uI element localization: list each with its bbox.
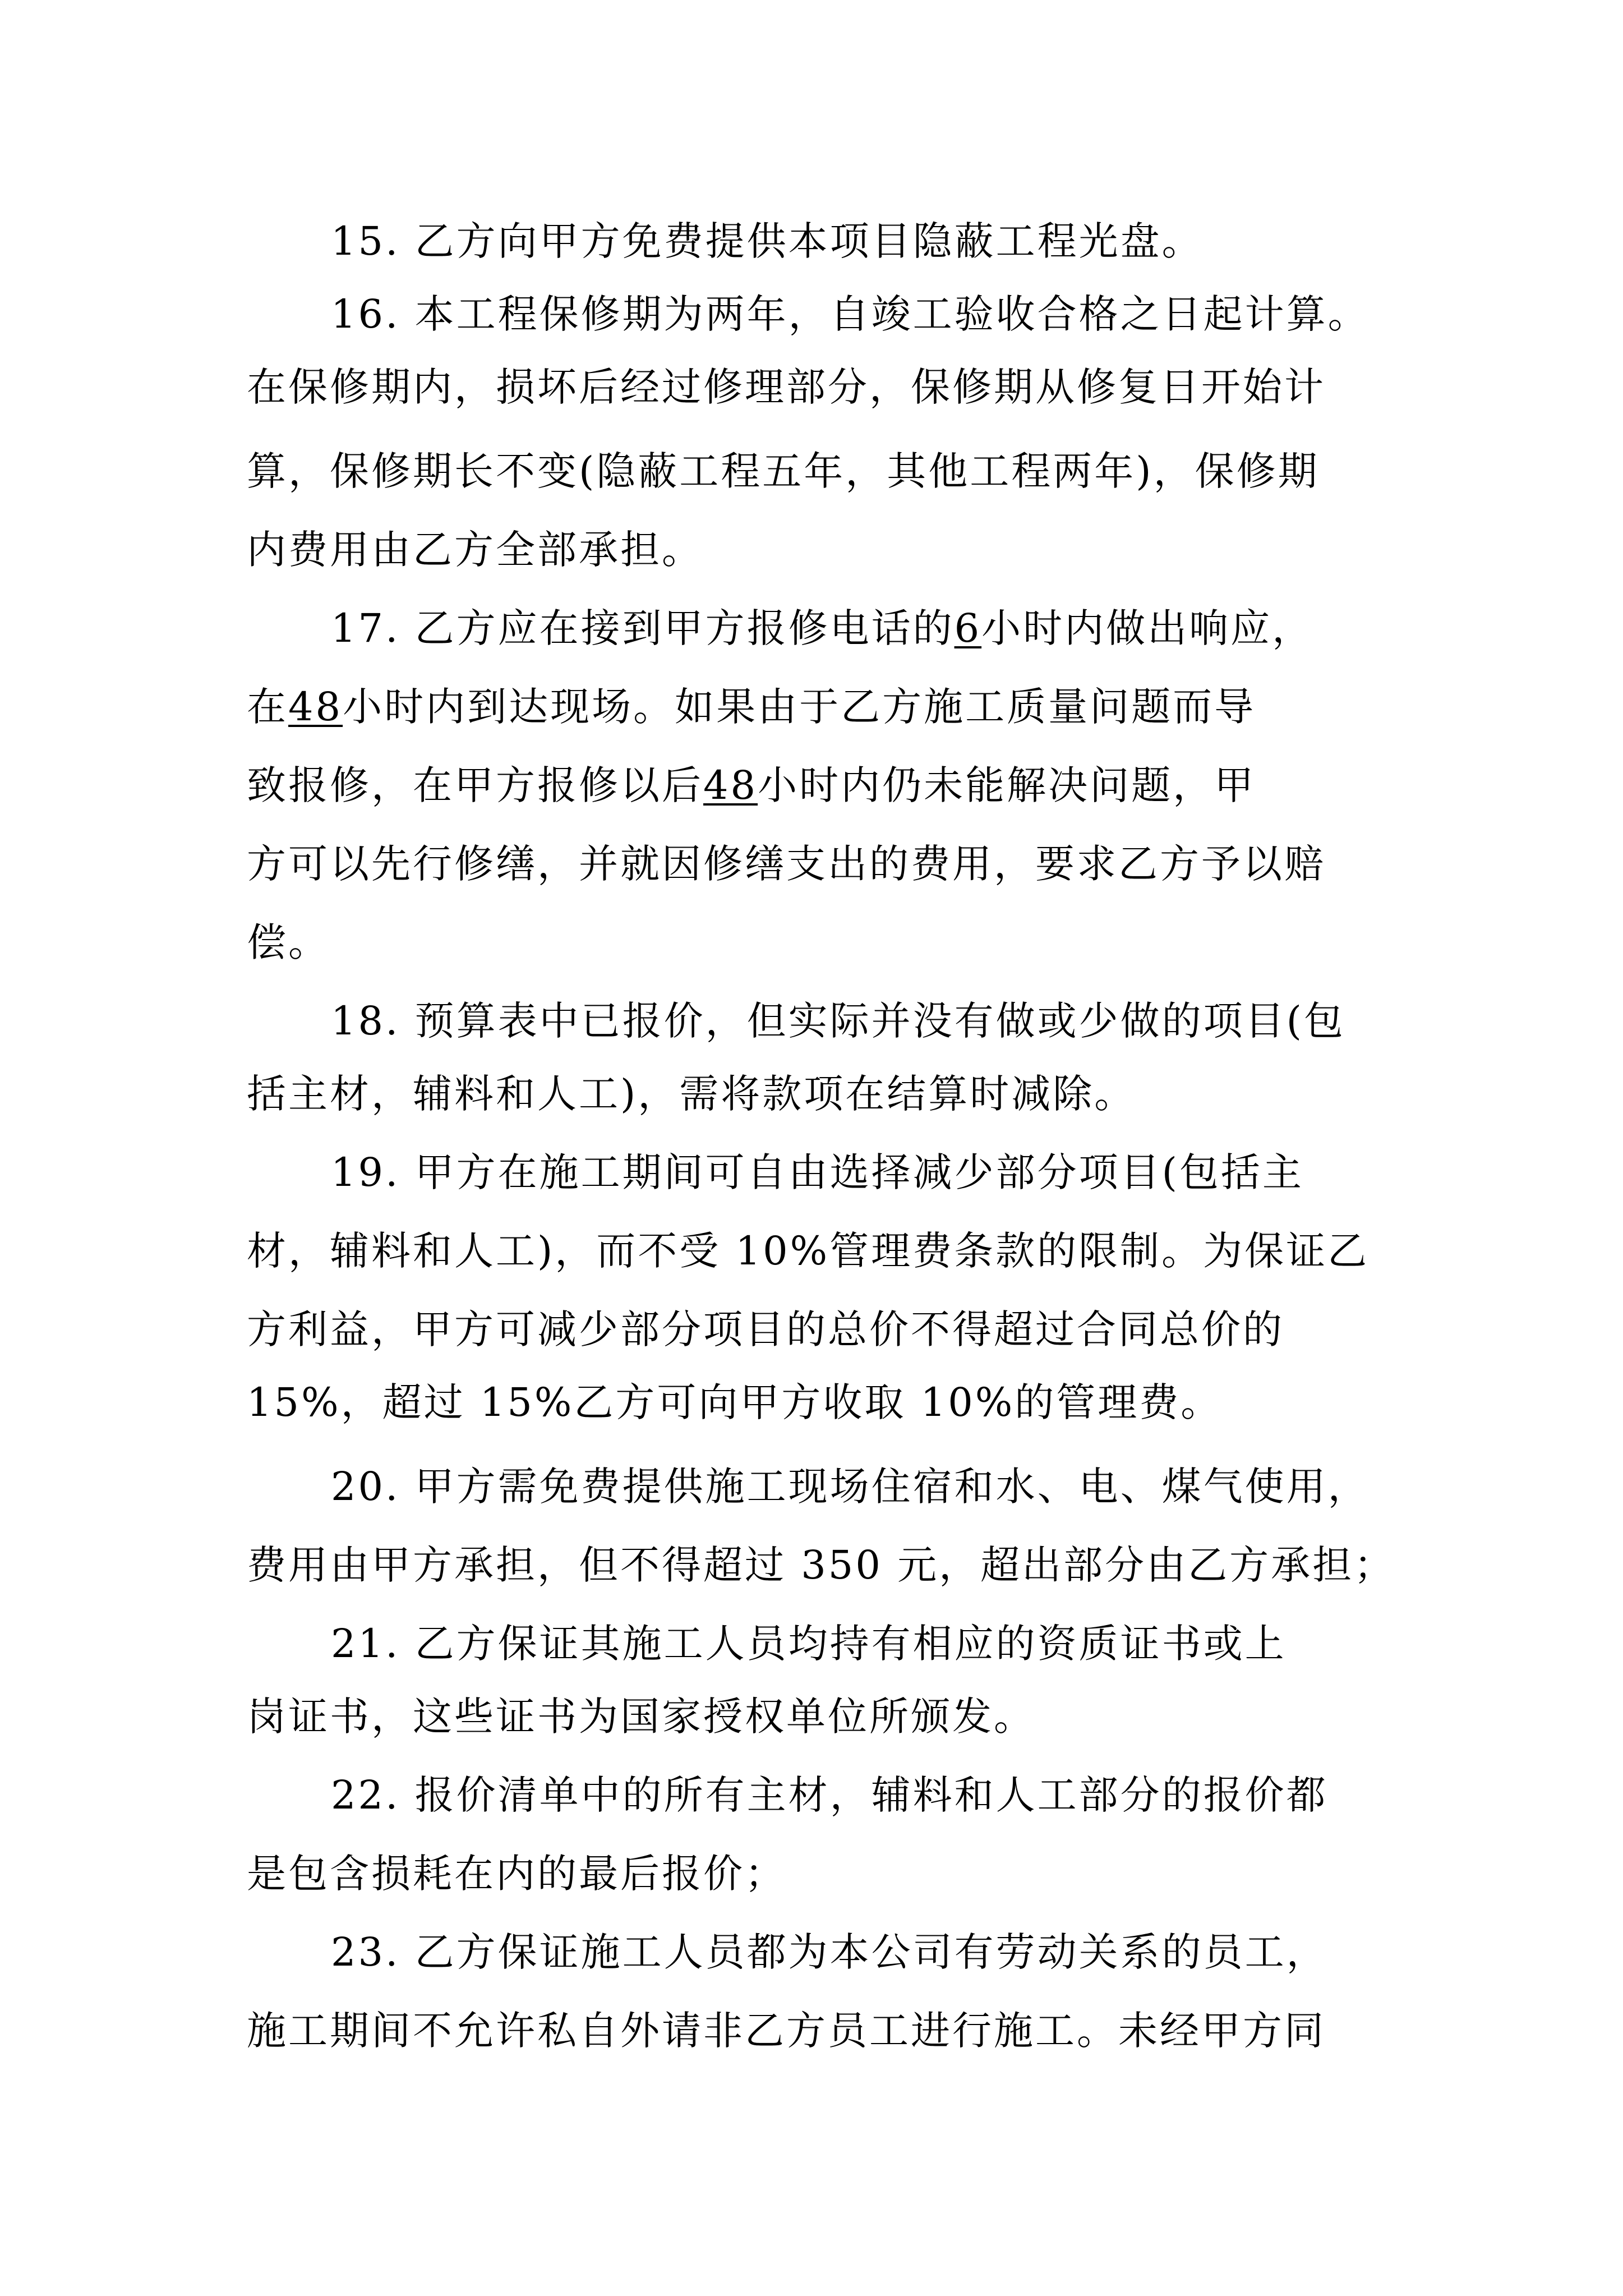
clause-16-line-4: 内费用由乙方全部承担。 xyxy=(247,527,703,573)
clause-21-line-1: 21. 乙方保证其施工人员均持有相应的资质证书或上 xyxy=(331,1621,1287,1667)
clause-17-line-1-prefix: 17. 乙方应在接到甲方报修电话的 xyxy=(331,605,955,651)
clause-15-line-1: 15. 乙方向甲方免费提供本项目隐蔽工程光盘。 xyxy=(331,218,1204,264)
clause-17-line-3-prefix: 致报修，在甲方报修以后 xyxy=(247,762,703,808)
clause-17-line-1-suffix: 小时内做出响应， xyxy=(981,605,1314,651)
clause-17-line-3 xyxy=(247,757,1256,813)
clause-17-line-2-prefix: 在 xyxy=(247,684,288,730)
clause-22-line-2: 是包含损耗在内的最后报价； xyxy=(247,1851,786,1897)
clause-17-line-2-suffix: 小时内到达现场。如果由于乙方施工质量问题而导 xyxy=(343,684,1256,730)
clause-17-line-2 xyxy=(247,679,1256,735)
clause-16-line-2: 在保修期内，损坏后经过修理部分，保修期从修复日开始计 xyxy=(247,364,1326,410)
response-hours-blank: 6 xyxy=(954,605,982,651)
clause-20-line-1: 20. 甲方需免费提供施工现场住宿和水、电、煤气使用， xyxy=(331,1464,1370,1510)
clause-16-line-1: 16. 本工程保修期为两年，自竣工验收合格之日起计算。 xyxy=(331,291,1370,337)
arrival-hours-blank: 48 xyxy=(288,684,343,730)
clause-19-line-1: 19. 甲方在施工期间可自由选择减少部分项目(包括主 xyxy=(331,1149,1304,1195)
clause-21-line-2: 岗证书，这些证书为国家授权单位所颁发。 xyxy=(247,1694,1035,1740)
clause-16-line-3: 算，保修期长不变(隐蔽工程五年，其他工程两年)，保修期 xyxy=(247,448,1320,494)
clause-17-line-5: 偿。 xyxy=(247,919,330,965)
clause-19-line-4: 15%，超过 15%乙方可向甲方收取 10%的管理费。 xyxy=(247,1379,1223,1425)
resolve-hours-blank: 48 xyxy=(703,762,758,808)
clause-18-line-2: 括主材，辅料和人工)，需将款项在结算时减除。 xyxy=(247,1071,1136,1117)
clause-20-line-2: 费用由甲方承担，但不得超过 350 元，超出部分由乙方承担； xyxy=(247,1542,1396,1588)
clause-18-line-1: 18. 预算表中已报价，但实际并没有做或少做的项目(包 xyxy=(331,998,1345,1044)
clause-17-line-1 xyxy=(331,600,1313,656)
clause-19-line-2: 材，辅料和人工)，而不受 10%管理费条款的限制。为保证乙 xyxy=(247,1228,1370,1274)
clause-19-line-3: 方利益，甲方可减少部分项目的总价不得超过合同总价的 xyxy=(247,1306,1284,1352)
clause-23-line-2: 施工期间不允许私自外请非乙方员工进行施工。未经甲方同 xyxy=(247,2008,1326,2054)
clause-22-line-1: 22. 报价清单中的所有主材，辅料和人工部分的报价都 xyxy=(331,1772,1328,1818)
clause-17-line-4: 方可以先行修缮，并就因修缮支出的费用，要求乙方予以赔 xyxy=(247,841,1326,887)
clause-17-line-3-suffix: 小时内仍未能解决问题，甲 xyxy=(758,762,1256,808)
clause-23-line-1: 23. 乙方保证施工人员都为本公司有劳动关系的员工， xyxy=(331,1929,1328,1975)
